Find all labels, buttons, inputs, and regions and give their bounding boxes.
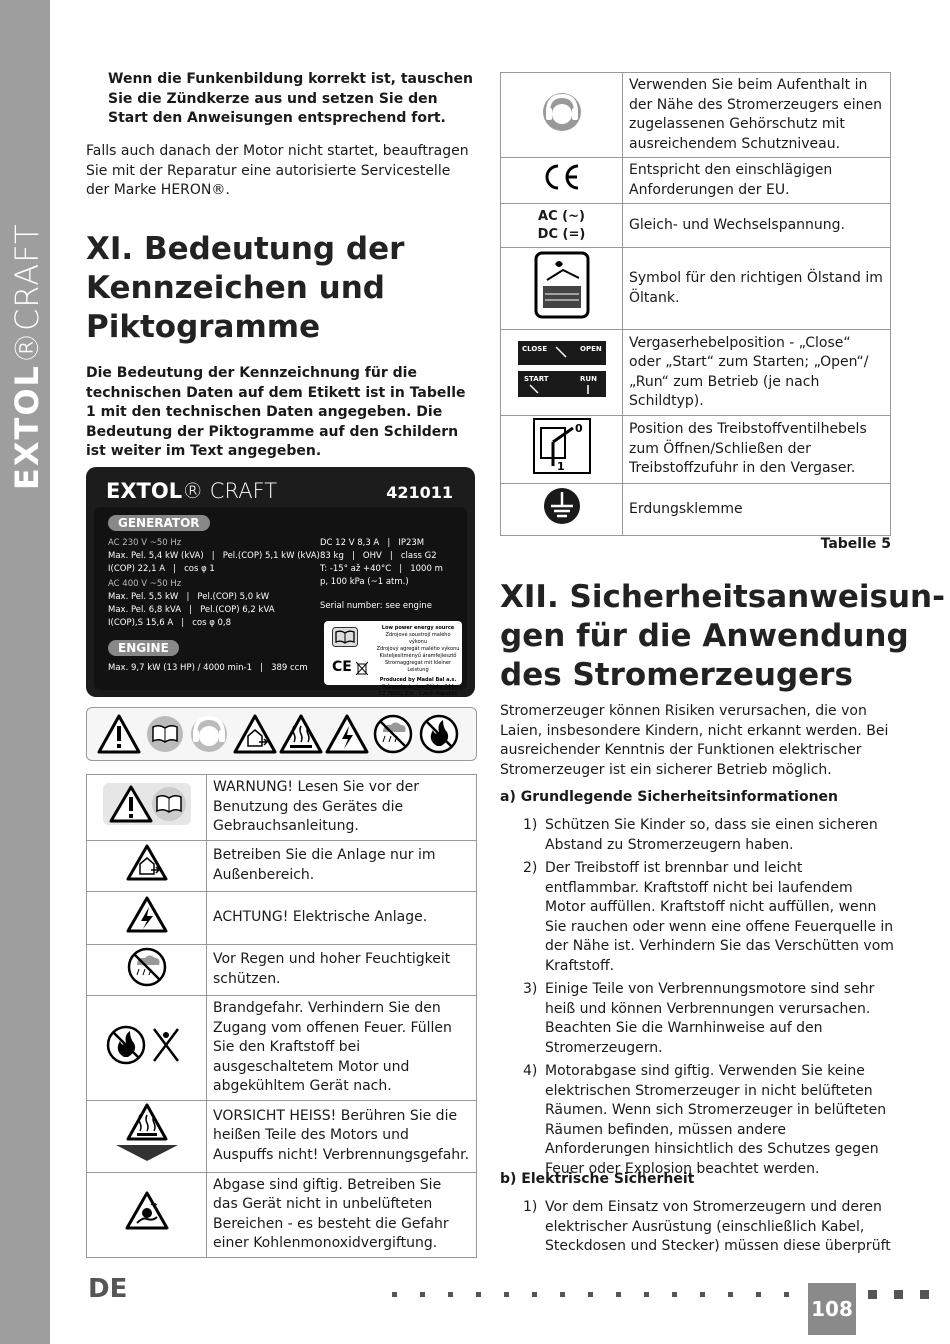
- label-line: DC 12 V 8,3 A | IP23M: [320, 538, 425, 548]
- table-row: [501, 416, 891, 484]
- warning-icon: [99, 716, 139, 752]
- warning-manual-icon: [87, 775, 207, 841]
- table-cell-text: VORSICHT HEISS! Berühren Sie die heißen Teile des Motors und Auspuffs nicht! Verbrennungsgefahr.: [207, 1100, 477, 1172]
- table-cell-text: Abgase sind giftig. Betreiben Sie das Gerät nicht in unbelüfteten Bereichen - es besteht die Gefahr einer Kohlenmonoxidvergiftung.: [207, 1172, 477, 1257]
- fuel-valve-icon: [501, 416, 623, 484]
- table-cell-text: Position des Treibstoffventilhebels zum Öffnen/Schließen der Treibstoffzufuhr in den Vergaser.: [623, 416, 891, 484]
- outdoor-icon: [235, 716, 275, 752]
- table-row: [87, 775, 477, 841]
- valve-off-label: 0: [574, 422, 583, 436]
- label-line: 83 kg | OHV | class G2: [320, 551, 437, 561]
- generator-pill: GENERATOR: [108, 515, 210, 531]
- table-row: [87, 996, 477, 1101]
- safety-list-b: [500, 1198, 894, 1257]
- table-row: [501, 158, 891, 204]
- table-cell-text: Entspricht den einschlägigen Anforderungen der EU.: [623, 158, 891, 204]
- choke-lever-icon: [501, 330, 623, 416]
- manual-icon: [147, 716, 183, 752]
- label-line: Max. Pel. 6,8 kVA | Pel.(COP) 6,2 kVA: [108, 605, 275, 615]
- table-row: [87, 944, 477, 996]
- ce-icon: [501, 158, 623, 204]
- table-row: [87, 840, 477, 891]
- label-product-code: 421011: [386, 483, 453, 502]
- section-a-heading: a) Grundlegende Sicherheitsinformationen: [500, 789, 839, 805]
- label-line: AC 400 V ~50 Hz: [108, 579, 182, 589]
- label-small-print: Low power energy source Zdrojové soustrojí malého výkonu Zdrojový agregát malého výkonu Kisteljesítményű áramfejlesztő Stromaggregat mit kleiner Leistung Produced by Madal Bal a.s. Průmyslová zóna Příluky 244 CZ 76001 Zlín - Czech Republic: [376, 625, 460, 697]
- exhaust-icon: [87, 1172, 207, 1257]
- list-item: 3) Einige Teile von Verbrennungsmotore sind sehr heiß und können Verbrennungen verursachen. Beachten Sie die Warnhinweise auf den Stromerzeugern.: [523, 981, 875, 1056]
- engine-line: Max. 9,7 kW (13 HP) / 4000 min-1 | 389 ccm: [108, 663, 308, 673]
- label-line: Max. Pel. 5,5 kW | Pel.(COP) 5,0 kW: [108, 592, 270, 602]
- electric-icon: [87, 891, 207, 944]
- table-cell-text: Symbol für den richtigen Ölstand im Öltank.: [623, 248, 891, 330]
- footer-dots: [390, 1290, 802, 1300]
- label-line: AC 230 V ~50 Hz: [108, 538, 182, 548]
- brand-logo: EXTOL®CRAFT: [8, 223, 46, 490]
- valve-on-label: 1: [556, 460, 565, 474]
- label-certification-box: [324, 621, 462, 697]
- table-cell-text: Vor Regen und hoher Feuchtigkeit schützen.: [207, 944, 477, 996]
- table-row: [87, 1100, 477, 1172]
- label-line: I(COP),S 15,6 A | cos φ 0,8: [108, 618, 232, 628]
- safety-intro-paragraph: Stromerzeuger können Risiken verursachen, die von Laien, insbesondere Kindern, nicht erkannt werden. Bei ausreichender Kenntnis der Funktionen elektrischer Stromerzeuger ist ein sicherer Betrieb möglich.: [500, 703, 889, 778]
- weee-bin-icon: [356, 661, 368, 675]
- no-rain-icon: [87, 944, 207, 996]
- intro-paragraph: Falls auch danach der Motor nicht startet, beauftragen Sie mit der Reparatur eine autorisierte Servicestelle der Marke HERON®.: [86, 143, 469, 198]
- no-fire-icon: [421, 716, 457, 752]
- table-cell-text: Erdungsklemme: [623, 484, 891, 536]
- label-description-paragraph: Die Bedeutung der Kennzeichnung für die technischen Daten auf dem Etikett ist in Tabelle 1 mit den technischen Daten angegeben. Die Bedeutung der Piktogramme auf den Schildern ist weiter im Text angegeben.: [86, 365, 466, 459]
- section-heading-xi: XI. Bedeutung der Kennzeichen und Piktogramme: [86, 231, 405, 345]
- footer-squares: [866, 1288, 940, 1302]
- table-row: [87, 1172, 477, 1257]
- list-item: 1) Vor dem Einsatz von Stromerzeugern und deren elektrischer Ausrüstung (einschließlich Kabel, Steckdosen und Stecker) müssen diese überprüft: [523, 1199, 891, 1254]
- oil-level-icon: [501, 248, 623, 330]
- left-pictogram-table: [86, 774, 477, 1258]
- table-cell-text: WARNUNG! Lesen Sie vor der Benutzung des Gerätes die Gebrauchsanleitung.: [207, 775, 477, 841]
- pictogram-strip: [86, 707, 477, 761]
- ear-protection-icon: [501, 73, 623, 158]
- table-caption: Tabelle 5: [820, 536, 891, 552]
- ac-dc-label: AC (~) DC (=): [501, 204, 623, 248]
- table-row: [501, 330, 891, 416]
- label-inner-panel: [94, 507, 467, 697]
- table-row: [501, 204, 891, 248]
- choke-run-label: RUN: [579, 375, 597, 384]
- ground-icon: [501, 484, 623, 536]
- choke-close-label: CLOSE: [521, 345, 547, 354]
- table-row: [501, 73, 891, 158]
- manual-icon: [332, 627, 358, 647]
- table-cell-text: Vergaserhebelposition - „Close“ oder „Start“ zum Starten; „Open“/„Run“ zum Betrieb (je nach Schildtyp).: [623, 330, 891, 416]
- serial-number: Serial number: see engine: [320, 601, 432, 611]
- hot-surface-icon: [281, 716, 321, 752]
- choke-start-label: START: [523, 375, 549, 384]
- ear-protection-icon: [191, 716, 227, 752]
- table-cell-text: ACHTUNG! Elektrische Anlage.: [207, 891, 477, 944]
- page-number: 108: [808, 1283, 856, 1335]
- section-b-heading: b) Elektrische Sicherheit: [500, 1171, 695, 1187]
- electric-icon: [327, 716, 367, 752]
- rating-label: [86, 467, 475, 697]
- outdoor-icon: [87, 840, 207, 891]
- no-fire-icon: [87, 996, 207, 1101]
- right-pictogram-table: [500, 72, 891, 536]
- ce-mark: CE: [332, 659, 352, 675]
- table-cell-text: Gleich- und Wechselspannung.: [623, 204, 891, 248]
- table-cell-text: Betreiben Sie die Anlage nur im Außenbereich.: [207, 840, 477, 891]
- section-heading-xii: XII. Sicherheitsanweisun- gen für die Anwendung des Stromerzeugers: [500, 579, 945, 693]
- label-line: I(COP) 22,1 A | cos φ 1: [108, 564, 215, 574]
- safety-list-a: [500, 816, 894, 1179]
- table-row: [501, 248, 891, 330]
- label-line: T: -15° až +40°C | 1000 m: [320, 564, 443, 574]
- list-item: 4) Motorabgase sind giftig. Verwenden Sie keine elektrischen Stromerzeuger in nicht belüfteten Räumen. Wenn sich Stromerzeuger in belüfteten Räumen befinden, müssen andere Anforderungen hinsichtlich des Schutzes gegen Feuer oder Explosion beachtet werden.: [523, 1063, 887, 1177]
- table-cell-text: Brandgefahr. Verhindern Sie den Zugang vom offenen Feuer. Füllen Sie den Kraftstoff bei ausgeschaltetem Motor und abgekühltem Gerät nach.: [207, 996, 477, 1101]
- list-item: 1) Schützen Sie Kinder so, dass sie einen sicheren Abstand zu Stromerzeugern haben.: [523, 817, 878, 853]
- no-rain-icon: [375, 716, 411, 752]
- label-logo: EXTOL® CRAFT: [106, 479, 278, 503]
- language-code: DE: [88, 1274, 128, 1304]
- engine-pill: ENGINE: [108, 640, 179, 656]
- table-cell-text: Verwenden Sie beim Aufenthalt in der Nähe des Stromerzeugers einen zugelassenen Gehörschutz mit ausreichendem Schutzniveau.: [623, 73, 891, 158]
- hot-surface-icon: [87, 1100, 207, 1172]
- intro-bold-paragraph: Wenn die Funkenbildung korrekt ist, tauschen Sie die Zündkerze aus und setzen Sie den Start den Anweisungen entsprechend fort.: [108, 71, 474, 126]
- sidebar-band: [0, 0, 50, 1344]
- choke-open-label: OPEN: [579, 345, 602, 354]
- label-line: p, 100 kPa (~1 atm.): [320, 577, 409, 587]
- label-line: Max. Pel. 5,4 kW (kVA) | Pel.(COP) 5,1 kW (kVA): [108, 551, 320, 561]
- table-row: [87, 891, 477, 944]
- list-item: 2) Der Treibstoff ist brennbar und leicht entflammbar. Kraftstoff nicht bei laufendem Motor auffüllen. Kraftstoff nicht auffüllen, wenn Sie rauchen oder wenn eine offene Feuerquelle in der Nähe ist. Verhindern Sie das Verschütten vom Kraftstoff.: [523, 860, 894, 974]
- table-row: [501, 484, 891, 536]
